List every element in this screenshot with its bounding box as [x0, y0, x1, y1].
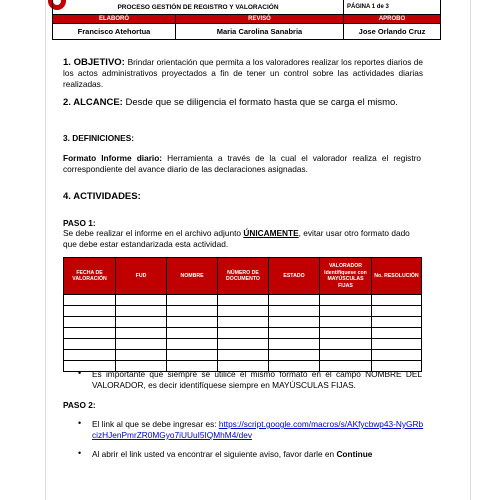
definiciones-heading: 3. DEFINICIONES: [63, 133, 134, 143]
section-objetivo [63, 57, 423, 90]
col-resolucion: No. RESOLUCIÓN [372, 258, 422, 295]
bullet1-text [92, 369, 422, 391]
objetivo-text: Brindar orientación que permita a los valoradores realizar los reportes diarios de los actos administrativos proyectados a fin de tener un control sobre las actividades diarias realizadas. [63, 57, 424, 89]
page-left-edge [45, 0, 46, 500]
bullet1-d: MAYÚSCULAS FIJAS. [272, 380, 356, 390]
bullet2-a: El link al que se debe ingresar es: [92, 419, 217, 429]
alcance-heading: 2. ALCANCE: [63, 97, 123, 108]
bullet1-c: , es decir identifíquese siempre en [143, 380, 270, 390]
table-row [64, 328, 422, 339]
actividades-heading: 4. ACTIVIDADES: [63, 191, 141, 202]
col-valorador: VALORADOR Identifíquese con MAYÚSCULAS FIJAS [320, 258, 372, 295]
page-right-edge [470, 0, 471, 500]
bullet-icon: • [78, 368, 82, 378]
bullet1-a: Es importante que siempre se utilice el mismo formato en el campo [92, 369, 361, 379]
process-title: PROCESO GESTIÓN DE REGISTRO Y VALORACIÓN [53, 0, 344, 15]
paso2-heading: PASO 2: [63, 400, 96, 410]
definiciones-text: Herramienta a través de la cual el valorador realiza el registro correspondiente del avance diario de las declaraciones asignadas. [63, 153, 422, 174]
alcance-text: Desde que se diligencia el formato hasta que se carga el mismo. [125, 97, 398, 108]
page-number: PÁGINA 1 de 3 [344, 0, 441, 15]
paso1-emphasis: ÚNICAMENTE [243, 228, 299, 238]
bullet-icon: • [78, 448, 82, 458]
name-reviso: Maria Carolina Sanabria [176, 24, 344, 40]
table-row [64, 295, 422, 306]
label-reviso: REVISÓ [176, 15, 344, 24]
bullet3-b: Continue [336, 449, 373, 459]
bullet3-text [92, 449, 427, 460]
name-aprobo: Jose Orlando Cruz [344, 24, 441, 40]
label-aprobo: APROBO [344, 15, 441, 24]
script-link[interactable]: https://script.google.com/macros/s/AKfycbwp43-NyGRbcizHJenPmrZR0MGyo7iUUuI5IQMhM4/dev [92, 419, 424, 440]
label-elaboro: ELABORÓ [53, 15, 176, 24]
document-header [52, 0, 441, 40]
definiciones-body [63, 153, 421, 175]
paso1-text-b: , evitar usar otro formato dado que debe estar estandarizada esta actividad. [63, 228, 410, 249]
col-fud: FUD [116, 258, 167, 295]
section-alcance [63, 97, 433, 108]
table-row [64, 350, 422, 361]
paso1-heading: PASO 1: [63, 218, 96, 228]
name-elaboro: Francisco Atehortua [53, 24, 176, 40]
col-nombre: NOMBRE [167, 258, 218, 295]
bullet2-text [92, 419, 427, 441]
table-row [64, 339, 422, 350]
definiciones-term: Formato Informe diario: [63, 153, 163, 163]
bullet3-a: Al abrir el link usted va encontrar el siguiente aviso, favor darle en [92, 449, 335, 459]
col-documento: NÚMERO DE DOCUMENTO [218, 258, 269, 295]
col-fecha: FECHA DE VALORACIÓN [64, 258, 116, 295]
objetivo-heading: 1. OBJETIVO: [63, 57, 125, 68]
table-row [64, 306, 422, 317]
paso1-text-a: Se debe realizar el informe en el archivo adjunto [63, 228, 242, 238]
table-row [64, 317, 422, 328]
bullet-icon: • [78, 418, 82, 428]
report-format-table [63, 257, 422, 372]
col-estado: ESTADO [269, 258, 320, 295]
bullet1-b: NOMBRE DEL VALORADOR [92, 369, 422, 390]
paso1-text [63, 228, 423, 250]
